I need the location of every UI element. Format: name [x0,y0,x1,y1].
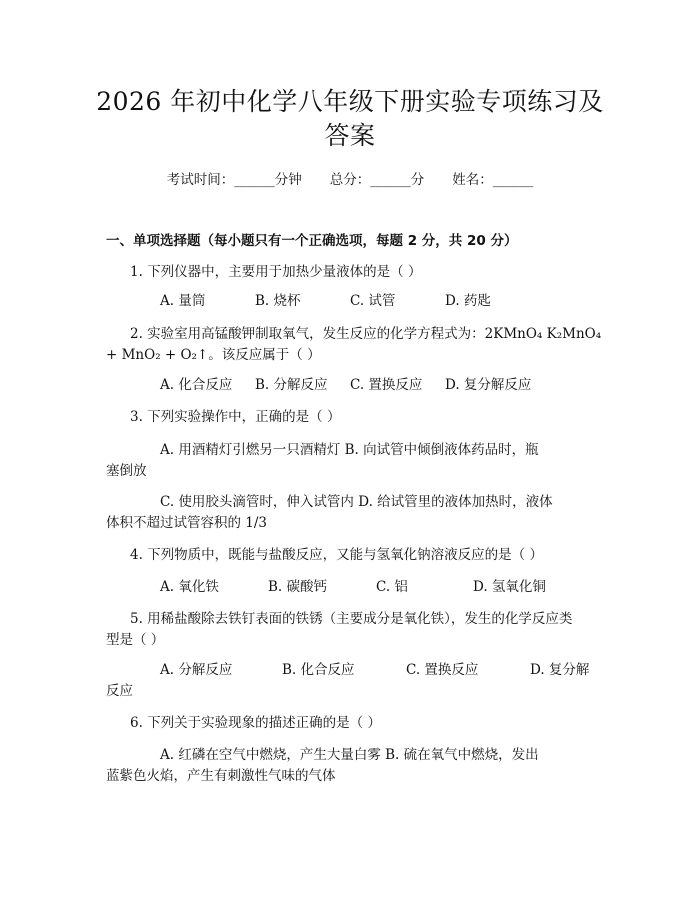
question-6-stem: 6. 下列关于实验现象的描述正确的是（ ） [130,715,381,731]
q2-option-c: C. 置换反应 [350,377,423,393]
question-5-stem: 5. 用稀盐酸除去铁钉表面的铁锈（主要成分是氧化铁），发生的化学反应类 [130,611,573,627]
question-2-stem-cont: + MnO₂ + O₂↑。该反应属于（ ） [106,347,321,363]
q5-option-a: A. 分解反应 [160,662,233,678]
q3-options-cd: C. 使用胶头滴管时，伸入试管内 D. 给试管里的液体加热时，液体 [160,494,553,510]
q5-option-d: D. 复分解 [530,662,590,678]
q6-options-ab-cont: 蓝紫色火焰，产生有刺激性气味的气体 [106,768,336,784]
question-5-stem-cont: 型是（ ） [106,632,165,648]
q1-option-b: B. 烧杯 [255,293,301,309]
question-3-stem: 3. 下列实验操作中，正确的是（ ） [130,409,341,425]
q5-option-c: C. 置换反应 [406,662,479,678]
q5-option-d-cont: 反应 [106,683,133,699]
question-1-stem: 1. 下列仪器中，主要用于加热少量液体的是（ ） [130,264,422,280]
section-heading: 一、单项选择题（每小题只有一个正确选项，每题 2 分，共 20 分） [106,233,518,249]
q1-option-d: D. 药匙 [445,293,491,309]
q6-options-ab: A. 红磷在空气中燃烧，产生大量白雾 B. 硫在氧气中燃烧，发出 [160,747,539,763]
q2-option-d: D. 复分解反应 [445,377,532,393]
question-2-options [160,375,600,395]
exam-time-label: 考试时间：______分钟 [166,172,302,188]
q5-option-b: B. 化合反应 [282,662,355,678]
q1-option-c: C. 试管 [350,293,396,309]
q4-option-a: A. 氧化铁 [160,579,219,595]
document-title-line-2: 答案 [324,121,376,150]
q4-option-b: B. 碳酸钙 [268,579,328,595]
q2-option-b: B. 分解反应 [255,377,328,393]
q3-options-ab-cont: 塞倒放 [106,463,147,479]
q4-option-c: C. 铝 [376,579,408,595]
question-2-stem: 2. 实验室用高锰酸钾制取氧气，发生反应的化学方程式为：2KMnO₄ K₂MnO₄ [130,326,602,342]
q3-options-cd-cont: 体积不超过试管容积的 1/3 [106,515,268,531]
question-1-options [160,291,600,311]
question-4-options [160,577,600,597]
q3-options-ab: A. 用酒精灯引燃另一只酒精灯 B. 向试管中倾倒液体药品时，瓶 [160,442,539,458]
q2-option-a: A. 化合反应 [160,377,233,393]
document-title-line-1: 2026 年初中化学八年级下册实验专项练习及 [96,87,604,116]
exam-meta-row [0,168,700,188]
q1-option-a: A. 量筒 [160,293,206,309]
question-4-stem: 4. 下列物质中，既能与盐酸反应，又能与氢氧化钠溶液反应的是（ ） [130,547,543,563]
question-5-options [160,660,600,680]
name-label: 姓名：______ [452,172,534,188]
total-score-label: 总分：______分 [329,172,425,188]
q4-option-d: D. 氢氧化铜 [473,579,546,595]
